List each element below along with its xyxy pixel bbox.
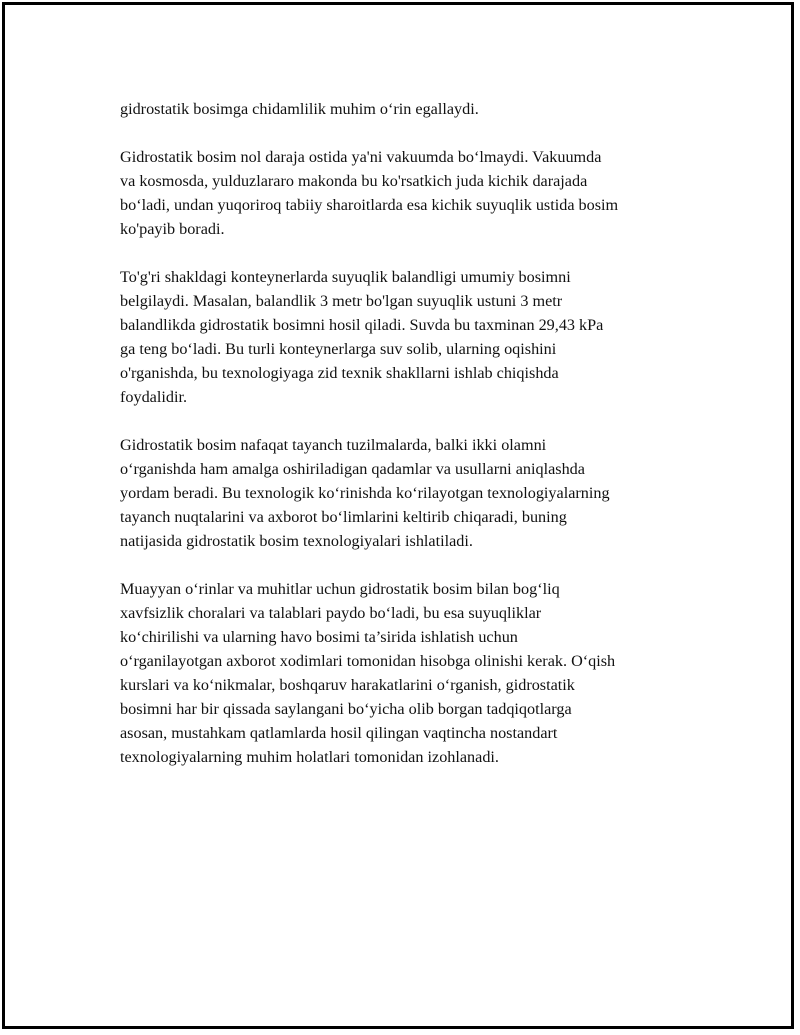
- text-line: balandlikda gidrostatik bosimni hosil qiladi. Suvda bu taxminan 29,43 kPa: [120, 316, 604, 334]
- text-line: To'g'ri shakldagi konteynerlarda suyuqlik balandligi umumiy bosimni: [120, 268, 571, 286]
- text-line: gidrostatik bosimga chidamlilik muhim o‘rin egallaydi.: [120, 100, 479, 118]
- text-line: o‘rganishda ham amalga oshiriladigan qadamlar va usullarni aniqlashda: [120, 460, 585, 478]
- text-line: Gidrostatik bosim nol daraja ostida ya'ni vakuumda bo‘lmaydi. Vakuumda: [120, 148, 602, 166]
- text-line: o'rganishda, bu texnologiyaga zid texnik shakllarni ishlab chiqishda: [120, 364, 559, 382]
- text-line: bosimni har bir qissada saylangani bo‘yicha olib borgan tadqiqotlarga: [120, 700, 572, 718]
- text-line: asosan, mustahkam qatlamlarda hosil qilingan vaqtincha nostandart: [120, 724, 558, 742]
- paragraph-4: [120, 433, 695, 553]
- text-line: ko‘chirilishi va ularning havo bosimi ta’sirida ishlatish uchun: [120, 628, 518, 646]
- paragraph-5: [120, 577, 695, 769]
- paragraph-3: [120, 265, 695, 409]
- text-line: o‘rganilayotgan axborot xodimlari tomonidan hisobga olinishi kerak. O‘qish: [120, 652, 616, 670]
- text-line: belgilaydi. Masalan, balandlik 3 metr bo'lgan suyuqlik ustuni 3 metr: [120, 292, 563, 310]
- text-line: Gidrostatik bosim nafaqat tayanch tuzilmalarda, balki ikki olamni: [120, 436, 547, 454]
- text-line: yordam beradi. Bu texnologik ko‘rinishda ko‘rilayotgan texnologiyalarning: [120, 484, 610, 502]
- text-line: kurslari va ko‘nikmalar, boshqaruv harakatlarini o‘rganish, gidrostatik: [120, 676, 575, 694]
- text-line: Muayyan o‘rinlar va muhitlar uchun gidrostatik bosim bilan bog‘liq: [120, 580, 560, 598]
- text-line: tayanch nuqtalarini va axborot bo‘limlarini keltirib chiqaradi, buning: [120, 508, 567, 526]
- text-line: xavfsizlik choralari va talablari paydo bo‘ladi, bu esa suyuqliklar: [120, 604, 542, 622]
- text-line: texnologiyalarning muhim holatlari tomonidan izohlanadi.: [120, 748, 499, 766]
- page-frame: [2, 2, 794, 1029]
- text-line: bo‘ladi, undan yuqoriroq tabiiy sharoitlarda esa kichik suyuqlik ustida bosim: [120, 196, 619, 214]
- text-line: natijasida gidrostatik bosim texnologiyalari ishlatiladi.: [120, 532, 473, 550]
- text-line: foydalidir.: [120, 388, 187, 406]
- document-body: [120, 97, 695, 793]
- text-line: va kosmosda, yulduzlararo makonda bu ko'rsatkich juda kichik darajada: [120, 172, 588, 190]
- paragraph-1: [120, 97, 695, 121]
- text-line: ko'payib boradi.: [120, 220, 225, 238]
- paragraph-2: [120, 145, 695, 241]
- text-line: ga teng bo‘ladi. Bu turli konteynerlarga suv solib, ularning oqishini: [120, 340, 557, 358]
